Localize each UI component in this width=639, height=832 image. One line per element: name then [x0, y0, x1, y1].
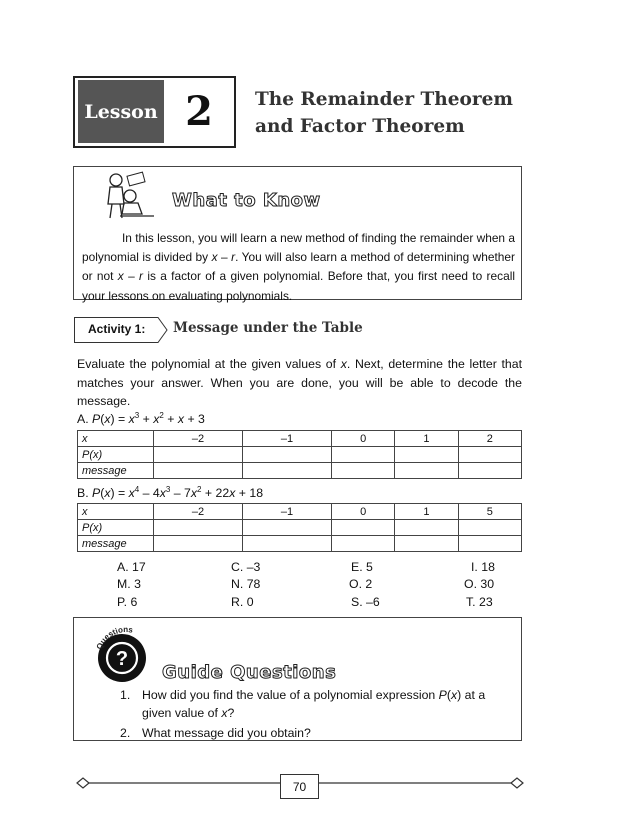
- lesson-title: [255, 86, 555, 140]
- answer-cell[interactable]: [242, 463, 331, 479]
- choice: O. 30: [464, 577, 495, 591]
- choice: M. 3: [117, 577, 141, 591]
- answer-cell[interactable]: [242, 520, 331, 536]
- question-text: What message did you obtain?: [142, 726, 311, 740]
- polynomial-a: A. $P(x) = x^3 + x^2 + x + 3$: [77, 410, 205, 426]
- table-row: [78, 504, 522, 520]
- table-row: [78, 431, 522, 447]
- x-value: –2: [154, 431, 243, 447]
- row-label: message: [78, 536, 154, 552]
- choice: A. 17: [117, 560, 146, 574]
- answer-cell[interactable]: [154, 447, 243, 463]
- row-label: message: [78, 463, 154, 479]
- answer-cell[interactable]: [395, 536, 458, 552]
- lesson-title-line1: The Remainder Theorem: [255, 89, 513, 110]
- x-value: 5: [458, 504, 521, 520]
- x-value: 0: [331, 431, 394, 447]
- x-value: –2: [154, 504, 243, 520]
- x-value: –1: [242, 431, 331, 447]
- answer-cell[interactable]: [242, 447, 331, 463]
- x-value: 0: [331, 504, 394, 520]
- list-item: 2. What message did you obtain?: [120, 726, 311, 740]
- what-to-know-heading: What to Know: [172, 190, 321, 211]
- x-value: 1: [395, 431, 458, 447]
- answer-cell[interactable]: [331, 463, 394, 479]
- lesson-label: Lesson: [78, 80, 164, 143]
- table-row: [78, 520, 522, 536]
- question-text: How did you find the value of a polynomial expression P(x) at a given value of x?: [142, 688, 486, 720]
- question-list: [120, 686, 510, 744]
- x-value: 1: [395, 504, 458, 520]
- answer-cell[interactable]: [154, 536, 243, 552]
- answer-cell[interactable]: [242, 536, 331, 552]
- answer-cell[interactable]: [154, 463, 243, 479]
- answer-cell[interactable]: [331, 520, 394, 536]
- answer-cell[interactable]: [154, 520, 243, 536]
- answer-cell[interactable]: [458, 463, 521, 479]
- answer-cell[interactable]: [395, 447, 458, 463]
- answer-cell[interactable]: [458, 520, 521, 536]
- row-label: P(x): [78, 447, 154, 463]
- what-to-know-text: In this lesson, you will learn a new method of finding the remainder when a polynomial is divided by x – r. You will also learn a method of determining whether or not x – r is a factor of a given polynomial. Before that, you first need to recall your lessons on evaluating polynomials.: [82, 231, 515, 303]
- x-value: –1: [242, 504, 331, 520]
- choice: N. 78: [231, 577, 261, 591]
- guide-questions-heading: Guide Questions: [162, 662, 337, 683]
- choice: I. 18: [471, 560, 495, 574]
- question-mark-icon: [92, 624, 160, 688]
- row-label: P(x): [78, 520, 154, 536]
- choice: P. 6: [117, 595, 138, 609]
- answer-cell[interactable]: [395, 463, 458, 479]
- activity-title: Message under the Table: [173, 320, 363, 336]
- activity-label: Activity 1:: [88, 322, 146, 336]
- choice: O. 2: [349, 577, 373, 591]
- answer-cell[interactable]: [395, 520, 458, 536]
- lesson-number: 2: [185, 88, 213, 135]
- answer-cell[interactable]: [331, 536, 394, 552]
- answer-cell[interactable]: [458, 447, 521, 463]
- page-number: 70: [280, 774, 319, 799]
- table-row: [78, 536, 522, 552]
- choice: R. 0: [231, 595, 254, 609]
- table-a: [77, 430, 522, 479]
- table-row: [78, 463, 522, 479]
- list-item: 1. How did you find the value of a polynomial expression P(x) at a given value of x?: [120, 686, 510, 722]
- row-label: x: [78, 504, 154, 520]
- students-illustration: [98, 170, 158, 222]
- table-b: [77, 503, 522, 552]
- choice: C. –3: [231, 560, 261, 574]
- activity-instructions: Evaluate the polynomial at the given values of x. Next, determine the letter that matches your answer. When you are done, you will be able to decode the message.: [77, 357, 522, 409]
- answer-cell[interactable]: [331, 447, 394, 463]
- polynomial-b: B. $P(x) = x^4 - 4x^3 - 7x^2 + 22x + 18$: [77, 484, 264, 500]
- svg-text:?: ?: [115, 648, 129, 670]
- choice: E. 5: [351, 560, 373, 574]
- row-label: x: [78, 431, 154, 447]
- x-value: 2: [458, 431, 521, 447]
- svg-text:Questions: Questions: [94, 624, 134, 651]
- choice: S. –6: [351, 595, 380, 609]
- table-row: [78, 447, 522, 463]
- lesson-title-line2: and Factor Theorem: [255, 116, 465, 137]
- choice: T. 23: [466, 595, 493, 609]
- answer-cell[interactable]: [458, 536, 521, 552]
